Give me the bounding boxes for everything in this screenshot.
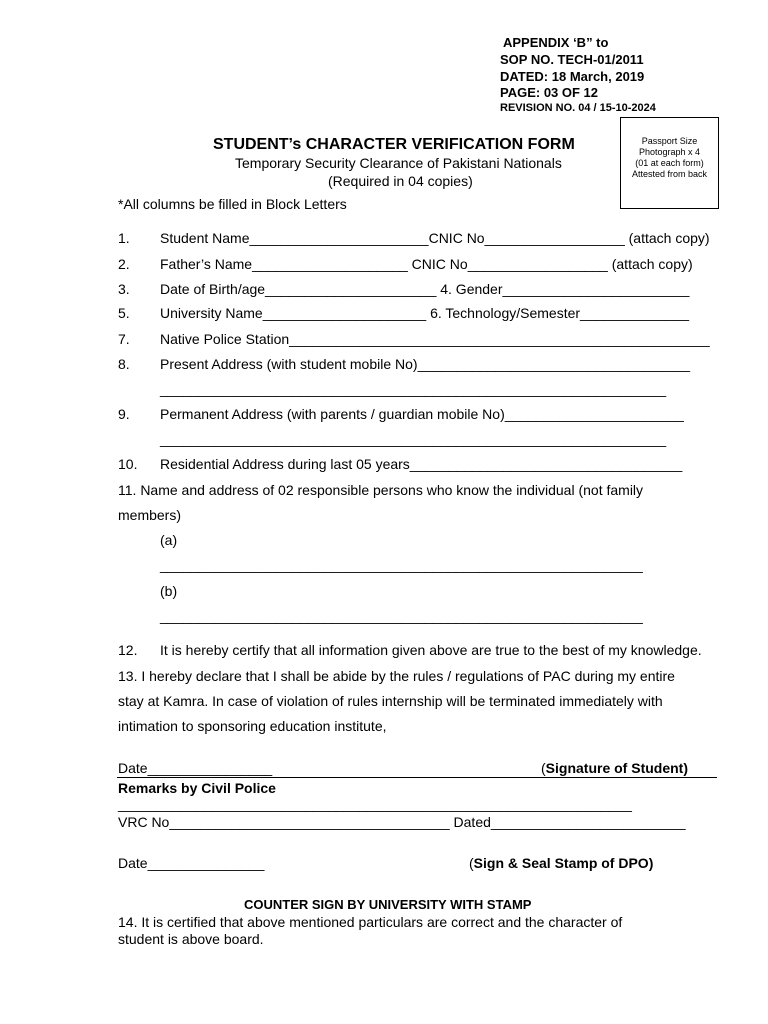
field-number: 10. — [118, 456, 138, 472]
photo-box-line: Passport Size — [641, 136, 698, 146]
person-b-label: (b) — [160, 583, 178, 599]
police-remarks-title: Remarks by Civil Police — [118, 780, 276, 796]
signature-text: Sign & Seal Stamp of DPO) — [473, 855, 654, 871]
signature-paren: ( — [469, 855, 474, 871]
field-number: 9. — [118, 406, 130, 422]
block-letters-note: *All columns be filled in Block Letters — [118, 196, 347, 212]
item-13-text-cont: stay at Kamra. In case of violation of rules internship will be terminated immediately with — [118, 693, 663, 709]
item-13-text-cont: intimation to sponsoring education institute, — [118, 718, 387, 734]
signature-text: Signature of Student) — [545, 760, 688, 776]
field-permanent-address[interactable]: Permanent Address (with parents / guardian mobile No)_______________________ — [160, 406, 684, 422]
photo-box-line: (01 at each form) — [635, 158, 704, 168]
field-student-name[interactable]: Student Name_______________________CNIC No__________________ (attach copy) — [160, 230, 710, 246]
person-b-field[interactable]: ______________________________________________________________ — [160, 608, 643, 624]
sop-number: SOP NO. TECH-01/2011 — [500, 52, 644, 67]
appendix-label: APPENDIX ‘B” to — [503, 35, 609, 50]
university-title: COUNTER SIGN BY UNIVERSITY WITH STAMP — [244, 897, 532, 912]
person-a-label: (a) — [160, 532, 178, 548]
item-14-text-cont: student is above board. — [118, 931, 264, 947]
field-permanent-address-line2[interactable]: _________________________________________________________________ — [160, 431, 667, 447]
field-number: 1. — [118, 230, 130, 246]
field-number: 3. — [118, 281, 130, 297]
field-university-name[interactable]: University Name_____________________ 6. Technology/Semester______________ — [160, 305, 690, 321]
field-fathers-name[interactable]: Father’s Name____________________ CNIC No__________________ (attach copy) — [160, 256, 693, 272]
photo-box — [620, 117, 719, 209]
item-11-text-cont: members) — [118, 507, 182, 523]
signature-paren: ( — [541, 760, 546, 776]
photo-box-line: Attested from back — [631, 169, 708, 179]
field-native-police-station[interactable]: Native Police Station______________________________________________________ — [160, 331, 710, 347]
field-number: 2. — [118, 256, 130, 272]
form-title: STUDENT’s CHARACTER VERIFICATION FORM — [213, 136, 575, 153]
page-number: PAGE: 03 OF 12 — [500, 85, 599, 100]
police-remarks-field[interactable]: __________________________________________________________________ — [118, 796, 632, 812]
field-number: 7. — [118, 331, 130, 347]
divider — [117, 777, 717, 778]
item-12-text: It is hereby certify that all information given above are true to the best of my knowledge. — [160, 642, 702, 658]
revision-number: REVISION NO. 04 / 15-10-2024 — [500, 102, 656, 114]
field-date-of-birth[interactable]: Date of Birth/age______________________ 4. Gender________________________ — [160, 281, 690, 297]
dated-label: DATED: 18 March, 2019 — [500, 69, 645, 84]
field-number: 5. — [118, 305, 130, 321]
form-subtitle: Temporary Security Clearance of Pakistani Nationals — [235, 155, 562, 171]
copies-note: (Required in 04 copies) — [328, 173, 473, 189]
field-residential-address[interactable]: Residential Address during last 05 years___________________________________ — [160, 456, 683, 472]
person-a-field[interactable]: ______________________________________________________________ — [160, 557, 643, 573]
item-14-text: 14. It is certified that above mentioned particulars are correct and the character of — [118, 914, 623, 930]
item-11-text: 11. Name and address of 02 responsible persons who know the individual (not family — [118, 482, 644, 498]
field-number: 8. — [118, 356, 130, 372]
dpo-signature-label — [469, 855, 653, 871]
item-13-text: 13. I hereby declare that I shall be abide by the rules / regulations of PAC during my entire — [118, 668, 675, 684]
student-date-field[interactable]: Date________________ — [118, 760, 273, 776]
police-date-field[interactable]: Date_______________ — [118, 855, 265, 871]
field-present-address-line2[interactable]: _________________________________________________________________ — [160, 381, 667, 397]
student-signature-label — [541, 760, 688, 776]
photo-box-line: Photograph x 4 — [638, 147, 701, 157]
field-present-address[interactable]: Present Address (with student mobile No)___________________________________ — [160, 356, 691, 372]
vrc-field[interactable]: VRC No____________________________________ Dated_________________________ — [118, 814, 686, 830]
item-number: 12. — [118, 642, 138, 658]
